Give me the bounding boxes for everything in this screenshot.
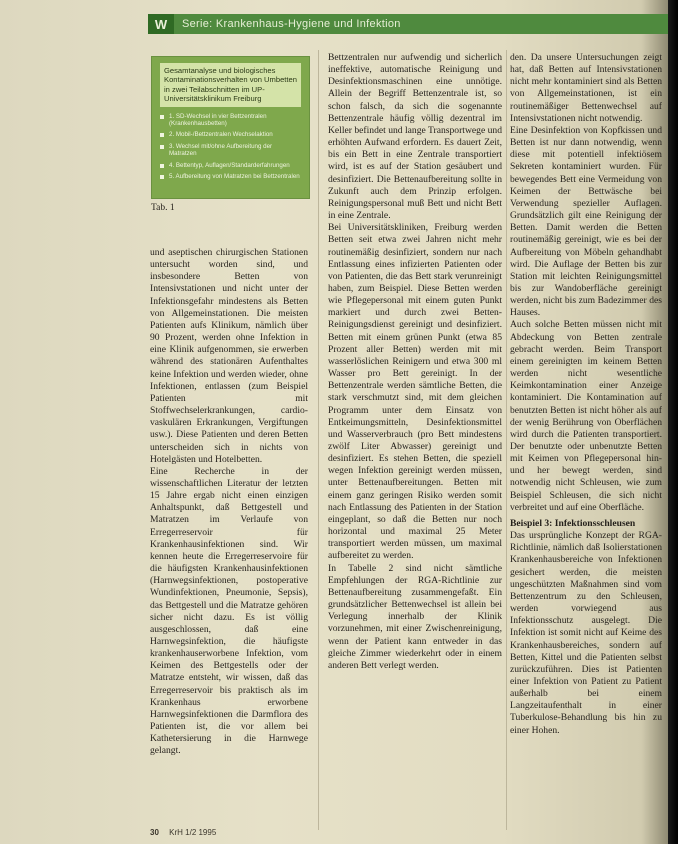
- page-number: 30: [150, 828, 159, 837]
- bullet-icon: [160, 175, 164, 179]
- paragraph: In Tabelle 2 sind nicht sämtliche Empfehlungen der RGA-Richtlinie zur Bettenaufbereitung zusammengefaßt. Ein grundsätzlicher Bettenwechsel ist allein bei Verlegung innerhalb der Klinik vorzunehmen, mit einer Zwischenreinigung, wenn der Patient kann entweder in das gleiche Zimmer wiederkehrt oder in einem anderen Bett verlegt werden.: [328, 562, 502, 671]
- paragraph: Das ursprüngliche Konzept der RGA-Richtlinie, nämlich daß Isolierstationen Krankenhausbereiche von Infektionen gesichert werden, die meisten ungeschützten Maßnahmen sind vom Bettenzentrum zu den Schleusen, werden vorwiegend aus Infektionsschutz ausgelegt. Die Infektion ist somit nicht auf Keime des Krankenhausbereiches, sondern auf Betten, Kittel und die Patienten selbst zurückzuführen. Dies ist Patienten einer Infektion von Patient zu Patient außerhalb bei einem Langzeitaufenthalt in einer Tuberkulose-Behandlung bis hin zu einer Hohen.: [510, 530, 662, 736]
- info-box-item: 3. Wechsel mit/ohne Aufbereitung der Matratzen: [160, 143, 301, 158]
- scan-edge: [668, 0, 678, 844]
- info-box-item: 1. SD-Wechsel in vier Bettzentralen (Krankenhausbetten): [160, 113, 301, 128]
- info-box-item: 2. Mobil-/Bettzentralen Wechselaktion: [160, 131, 301, 138]
- paragraph: Eine Desinfektion von Kopfkissen und Betten ist nur dann notwendig, wenn diese mit potentiell infektiösem Sekreten kontaminiert wurden. Für bewegendes Bett eine Vermeidung von Keimen der Bettwäsche bei Verwendung spezieller Auflagen. Grundsätzlich gilt eine Reinigung der Betten. Damit werden die Betten routinemäßig gereinigt, wie es bei der Aufbereitung von Möbeln gehandhabt wird. Die Auflage der Betten bis zur Station mit leichten Reinigungsmittel bis zur Wandoberfläche gereinigt werden, nicht bis zum Badezimmer des Hauses.: [510, 124, 662, 319]
- paragraph: Bei Universitätskliniken, Freiburg werden Betten seit etwa zwei Jahren nicht mehr routinemäßig desinfiziert, sondern nur nach Entlassung eines infizierten Patienten oder von Patienten, die das Bett stark verunreinigt haben, zum Beispiel. Diese Betten werden wie Pflegepersonal mit einem guten Punkt markiert und durch zwei Betten-Reinigungsdienst gereinigt und desinfiziert. Betten mit einem grünen Punkt (etwa 85 Prozent aller Betten) werden mit mit wasserlöslichen Reinigern und etwa 300 ml Wasser pro Bett gereinigt. In der Bettenzentrale werden sämtliche Betten, die stark verschmutzt sind, mit dem gleichen Programm unter dem Einsatz von Entkeimungsmitteln, Desinfektionsmittel und Wasserverbrauch (pro Bett mindestens zwölf Liter Abwasser) gereinigt und desinfiziert. Es stehen Betten, die speziell wegen Infektion gereinigt werden müssen, unter Bettenaufbereitungen. Betten mit einem ganz geringen Risiko werden somit nach Entlassung des Patienten in der Station eingeplant, so daß die Betten nur noch horizontal und maximal 25 Meter transportiert werden müssen, um maximal aufbereitet zu werden.: [328, 222, 502, 562]
- paragraph: und aseptischen chirurgischen Stationen untersucht worden sind, und insbesondere Betten von Intensivstationen und nicht unter der Infektionsgefahr mindestens als Betten von Allgemeinstationen. Die meisten Patienten aufs Klinikum, nämlich über 90 Prozent, werden ohne Infektion in eine Klinik aufgenommen, sie erwerben während des stationären Aufenthaltes keine Infektion und werden wieder, ohne Infektionen, entlassen (zum Beispiel Patienten mit Stoffwechselerkrankungen, cardio-vaskulären Erkrankungen, Vergiftungen usw.). Diese Patienten und deren Betten unterscheiden sich in nichts von Hotelgästen und Hotelbetten.: [150, 247, 308, 465]
- info-box-title: Gesamtanalyse und biologisches Kontaminationsverhalten von Umbetten in zwei Teilabschnitten im UP-Universitätsklinikum Freiburg: [160, 63, 301, 107]
- section-heading: Beispiel 3: Infektionsschleusen: [510, 517, 636, 529]
- bullet-icon: [160, 164, 164, 168]
- table-caption: Tab. 1: [151, 203, 175, 213]
- info-box-list: [160, 113, 301, 181]
- column-divider: [318, 50, 319, 830]
- bullet-icon: [160, 115, 164, 119]
- page-footer: [150, 828, 216, 837]
- paragraph: den. Da unsere Untersuchungen zeigt hat, daß Betten auf Intensivstationen nicht mehr kontaminiert sind als Betten von Allgemeinstationen, ist ein routinemäßiger Bettenwechsel auf Intensivstationen nicht notwendig.: [510, 52, 662, 124]
- column-divider: [506, 50, 507, 830]
- series-header: [148, 14, 668, 34]
- text-column-2: [328, 52, 502, 824]
- text-column-1: [150, 247, 308, 825]
- info-box-item: 5. Aufbereitung von Matratzen bei Bettzentralen: [160, 173, 301, 180]
- paragraph: Eine Recherche in der wissenschaftlichen Literatur der letzten 15 Jahre ergab nicht einen einzigen Anhaltspunkt, daß Bettgestell und Matratzen im Verlaufe von Erregerreservoir für Krankenhausinfektionen sind. Wir kennen heute die Erregerreservoire für die häufigsten Krankenhausinfektionen (Harnwegsinfektionen, postoperative Wundinfektionen, Pneumonie, Sepsis), das Bettgestell und die Matratze gehören sicher nicht dazu. Es ist völlig ausgeschlossen, daß eine Harnwegsinfektion, die häufigste krankenhauserworbene Infektion, vom Keimen des Bettgestells oder der Matratze entsteht, wir wissen, daß das Erregerreservoir bis praktisch als im Krankenhaus erworbene Harnwegsinfektionen die Darmflora des Patienten ist, die vor allem bei Kathetersierung in die Harnwege gelangt.: [150, 465, 308, 757]
- info-box-item: 4. Bettentyp, Auflagen/Standarderfahrungen: [160, 162, 301, 169]
- series-logo: W: [148, 14, 174, 34]
- bullet-icon: [160, 145, 164, 149]
- paragraph: Bettzentralen nur aufwendig und sicherlich ineffektive, automatische Reinigung und Desinfektionsmaschinen eine unnötige. Allein der Begriff Bettenzentrale ist, so schon falsch, da sich die sogenannte Bettenzentrale häufig völlig dezentral im Keller befindet und lange Transportwege und erhöhten Aufwand erfordern. Es dauert Zeit, bis ein Bett in eine Zentrale transportiert wird, ist es auf der Station gesäubert und desinfiziert. Die Bettenaufbereitung sollte in Zukunft auch dem Prinzip erfolgen. Reinigungspersonal muß Bett und nicht Bett in eine Zentrale.: [328, 52, 502, 222]
- series-title: Serie: Krankenhaus-Hygiene und Infektion: [182, 18, 401, 30]
- text-column-3: [510, 52, 662, 824]
- journal-reference: KrH 1/2 1995: [169, 828, 217, 837]
- paragraph: Auch solche Betten müssen nicht mit Abdeckung von Betten zentrale gebracht werden. Beim Transport einem gereinigten im keinem Betten werden nicht wesentliche Keimkontamination einer Anzeige kontaminiert. Die Kontamination auf benutzten Betten ist nicht höher als auf der wenig Berührung von Oberflächen wird durch die Patienten transportiert. Der benutzte oder unbenutzte Betten mit Keimen von Pflegepersonal hin- und her bewegt werden, sind notwendig nicht Schleusen, wie zum Beispiel Schleusen, die sich nicht verbreitet und auf eine Oberfläche.: [510, 319, 662, 513]
- info-box: [151, 56, 310, 199]
- bullet-icon: [160, 133, 164, 137]
